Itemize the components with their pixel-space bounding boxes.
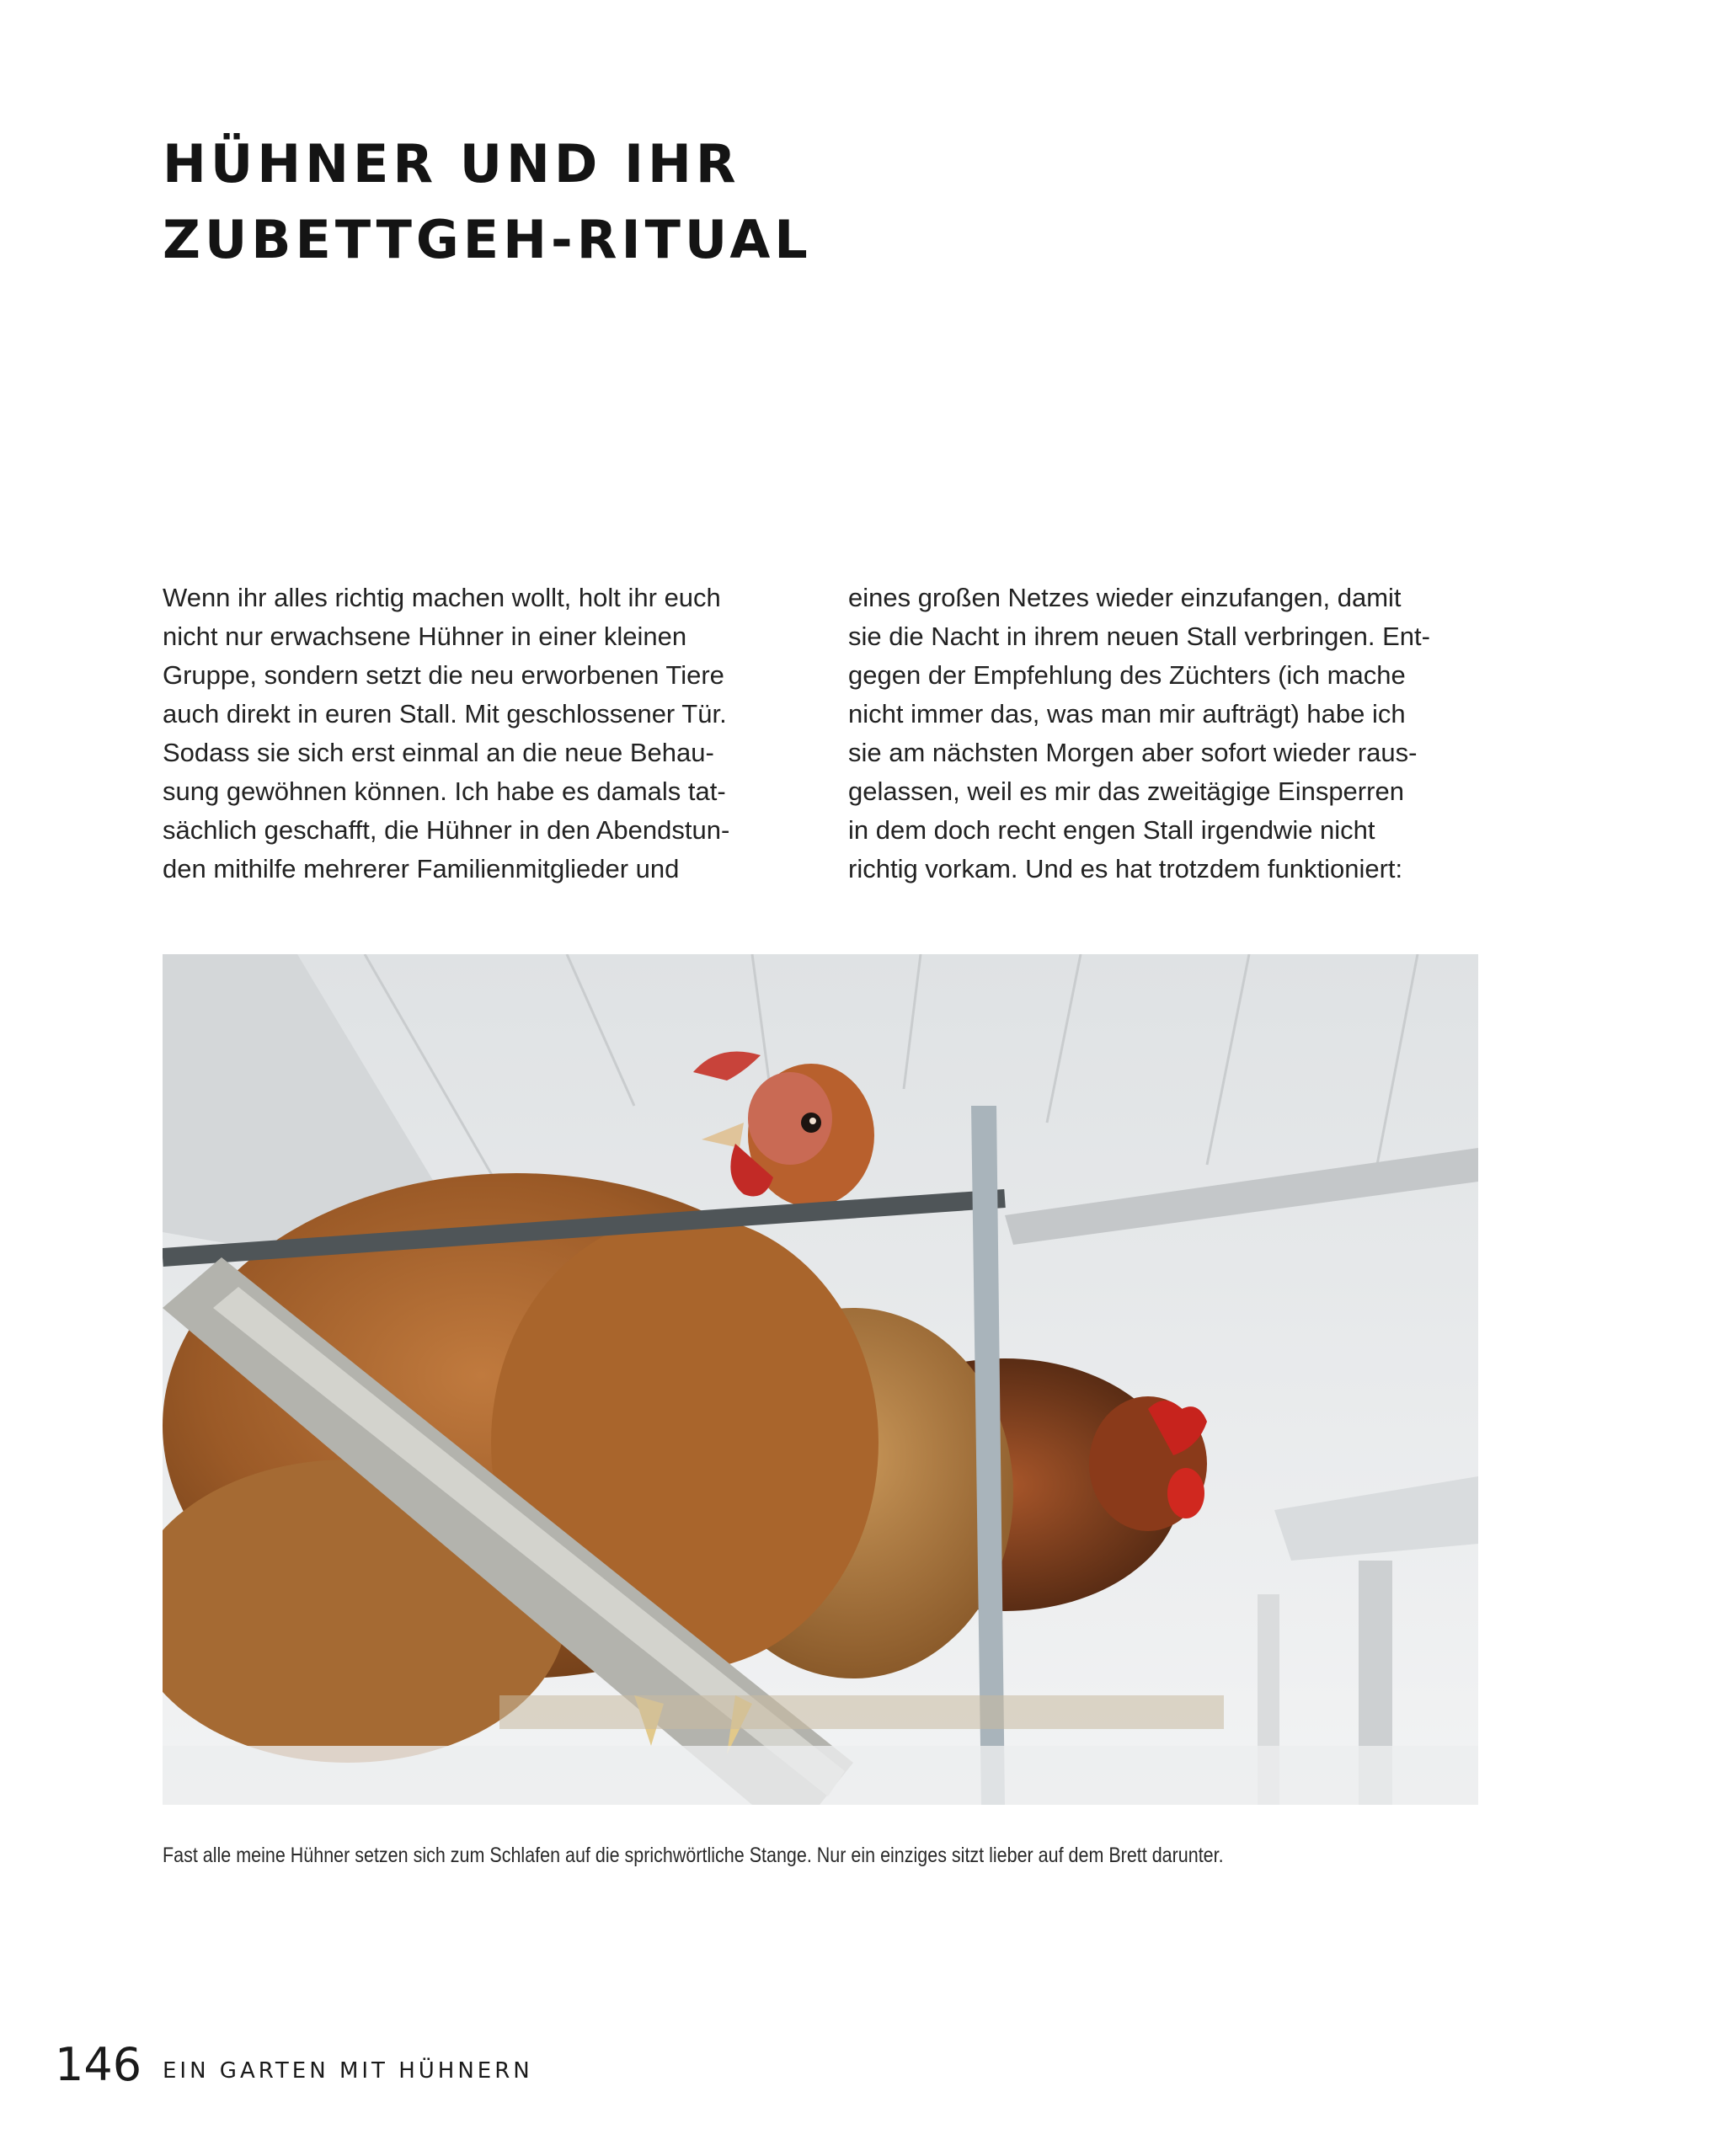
text-line: sie am nächsten Morgen aber sofort wieder raus-	[848, 738, 1418, 767]
text-line: eines großen Netzes wieder einzufangen, damit	[848, 583, 1402, 612]
chicken-roost-photo	[163, 954, 1478, 1805]
text-line: sung gewöhnen können. Ich habe es damals tat-	[163, 776, 726, 806]
body-text-left-column	[163, 579, 811, 889]
chapter-title-line-2: ZUBETTGEH-RITUAL	[163, 209, 812, 270]
page-number: 146	[55, 2038, 142, 2091]
text-line: auch direkt in euren Stall. Mit geschlossener Tür.	[163, 699, 727, 728]
text-line: richtig vorkam. Und es hat trotzdem funktioniert:	[848, 854, 1403, 883]
text-line: Gruppe, sondern setzt die neu erworbenen Tiere	[163, 660, 724, 690]
text-line: gegen der Empfehlung des Züchters (ich mache	[848, 660, 1406, 690]
text-line: in dem doch recht engen Stall irgendwie nicht	[848, 815, 1375, 845]
text-line: nicht nur erwachsene Hühner in einer kleinen	[163, 622, 687, 651]
text-line: Wenn ihr alles richtig machen wollt, holt ihr euch	[163, 583, 721, 612]
text-line: gelassen, weil es mir das zweitägige Einsperren	[848, 776, 1404, 806]
running-head: EIN GARTEN MIT HÜHNERN	[163, 2058, 533, 2084]
body-text-right-column	[848, 579, 1497, 889]
text-line: sächlich geschafft, die Hühner in den Abendstun-	[163, 815, 730, 845]
photo-caption: Fast alle meine Hühner setzen sich zum Schlafen auf die sprichwörtliche Stange. Nur ein einziges sitzt lieber auf dem Brett darunter.	[163, 1844, 1224, 1867]
text-line: nicht immer das, was man mir aufträgt) habe ich	[848, 699, 1406, 728]
chapter-title	[163, 126, 1089, 278]
text-line: sie die Nacht in ihrem neuen Stall verbringen. Ent-	[848, 622, 1430, 651]
chapter-title-line-1: HÜHNER UND IHR	[163, 133, 740, 195]
text-line: Sodass sie sich erst einmal an die neue Behau-	[163, 738, 714, 767]
text-line: den mithilfe mehrerer Familienmitglieder und	[163, 854, 680, 883]
